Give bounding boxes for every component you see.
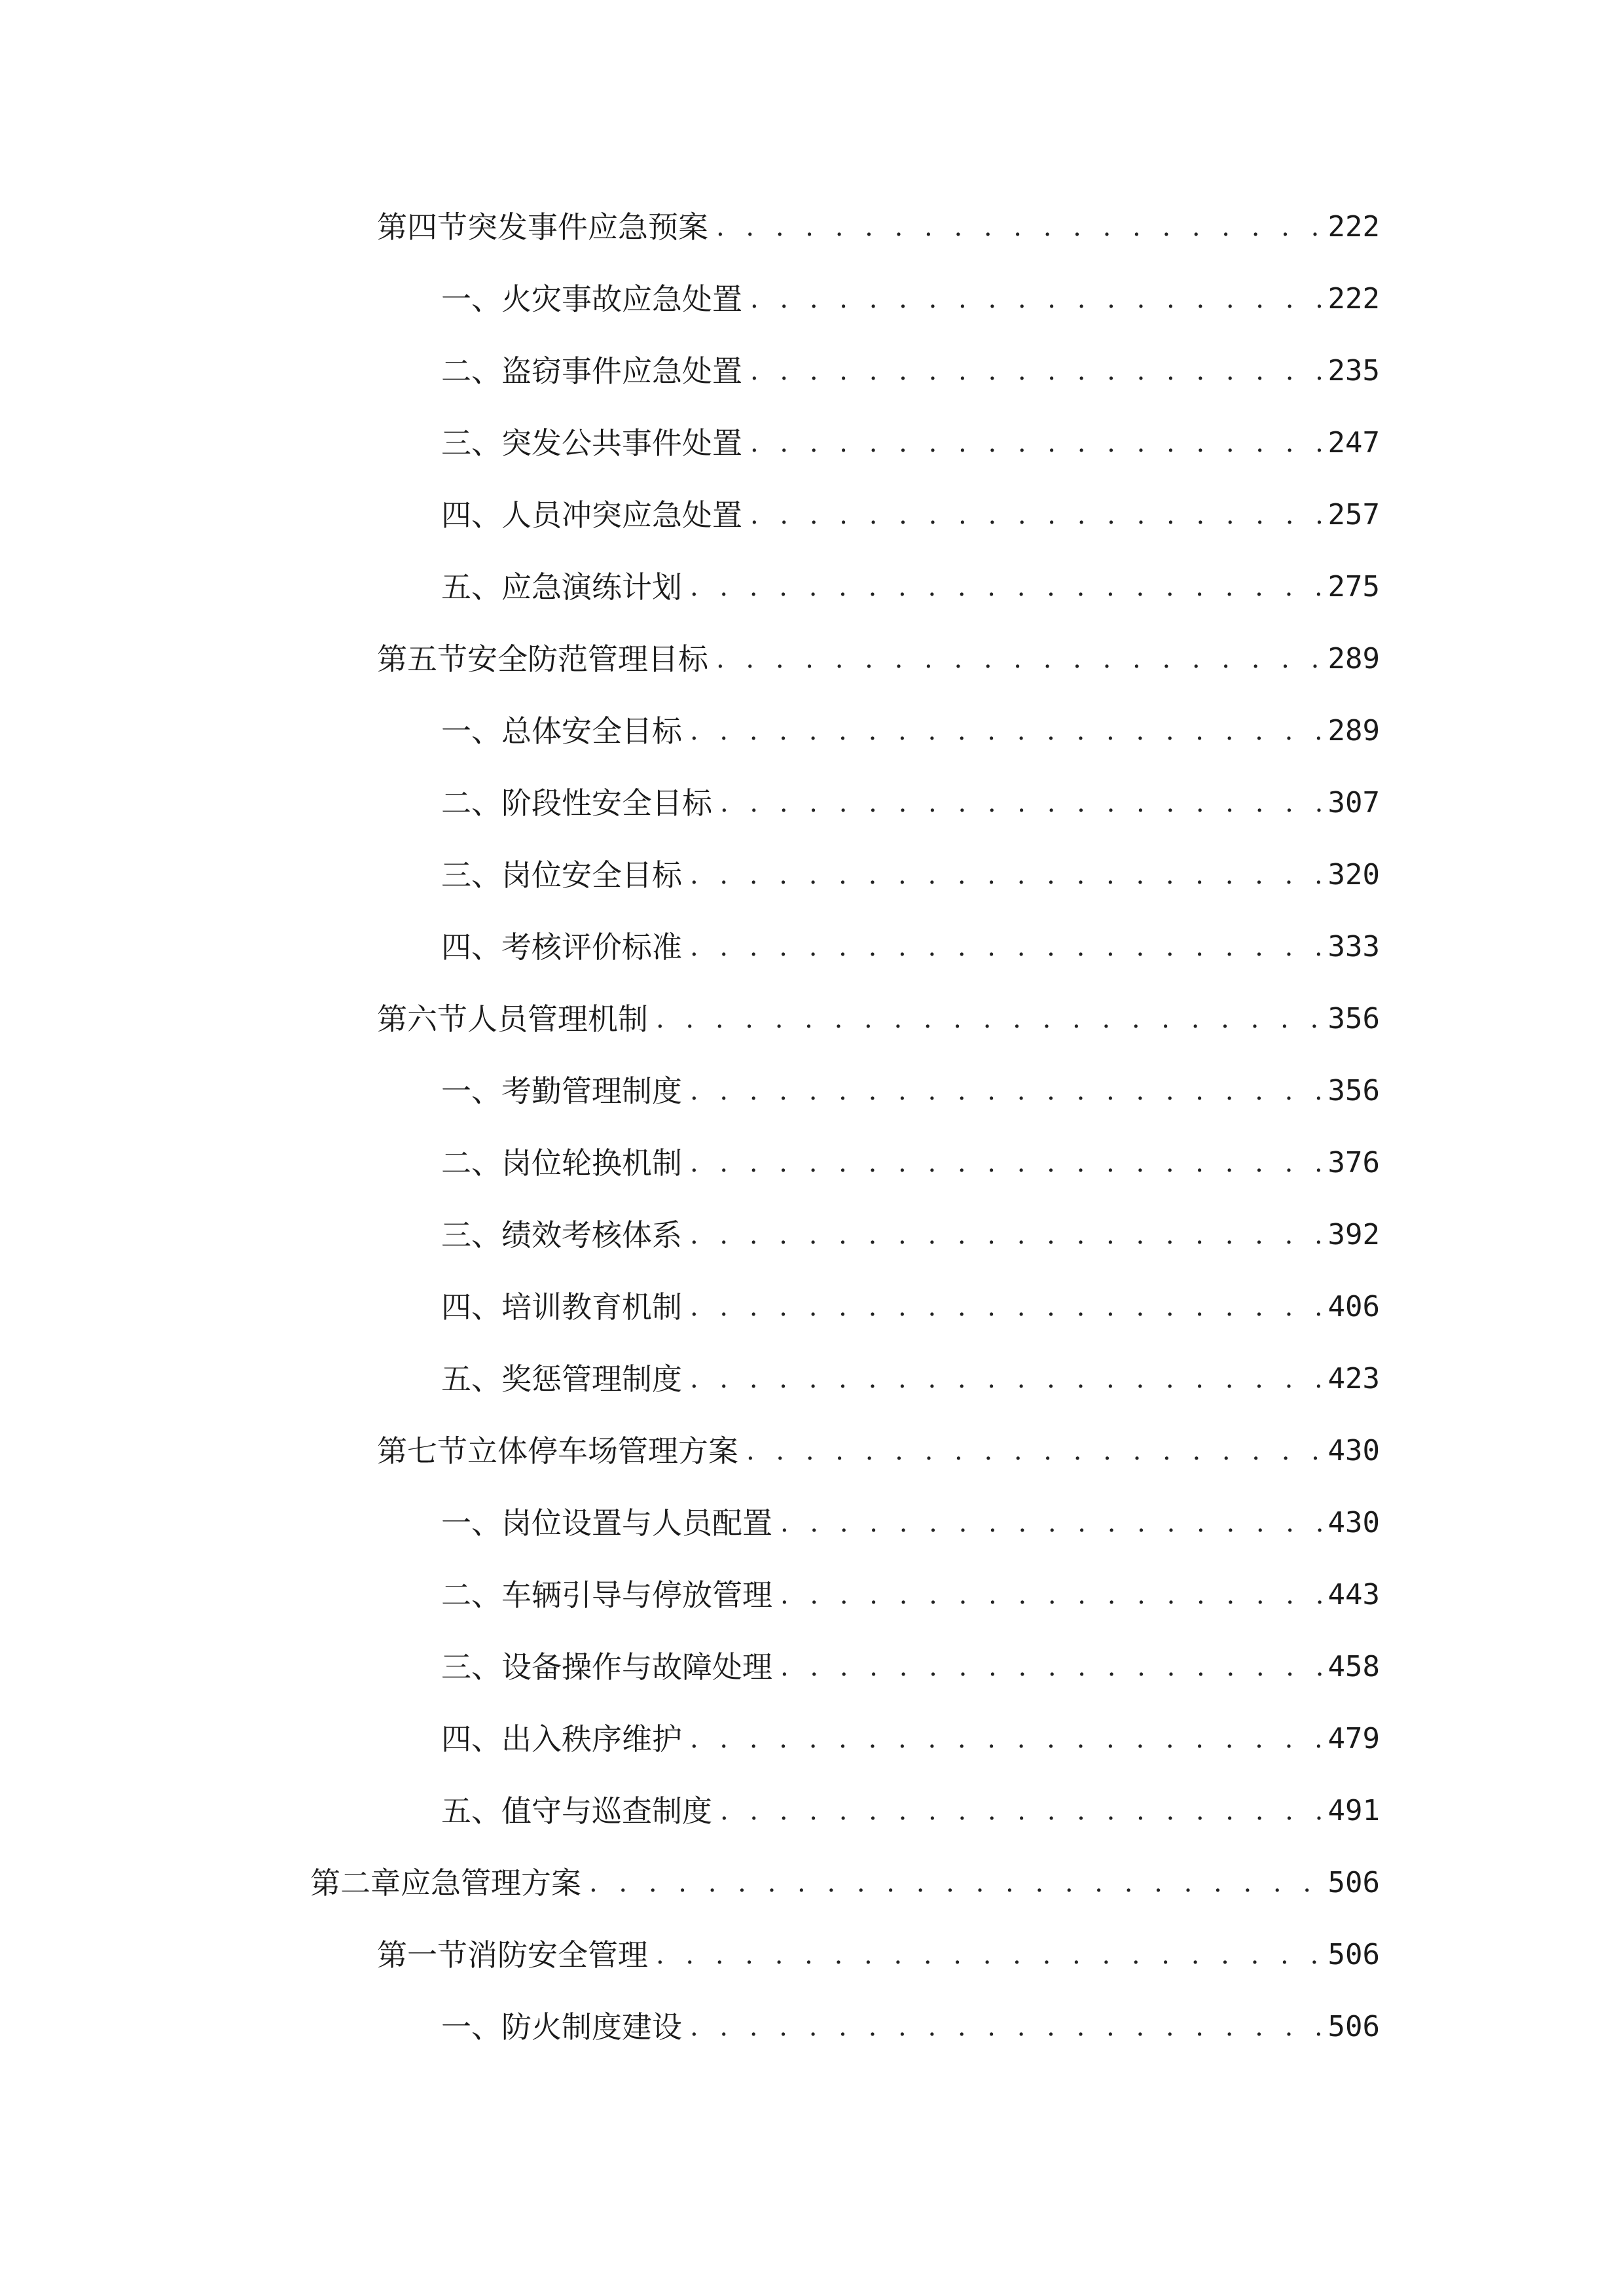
toc-entry-number: 第六节: [377, 1001, 467, 1037]
toc-entry-page-number: 506: [1327, 2010, 1380, 2043]
dot-leader: [682, 1294, 1328, 1320]
toc-entry-item[interactable]: [0, 1055, 1380, 1127]
toc-entry-title: 考勤管理制度: [501, 1073, 682, 1109]
toc-entry-title: 岗位安全目标: [501, 857, 682, 893]
dot-leader: [742, 286, 1328, 312]
toc-entry-title: 防火制度建设: [501, 2009, 682, 2045]
toc-entry-title: 出入秩序维护: [501, 1721, 682, 1757]
toc-entry-section[interactable]: [0, 983, 1380, 1055]
toc-entry-title: 盗窃事件应急处置: [501, 353, 742, 389]
table-of-contents: [0, 191, 1624, 2063]
toc-entry-page-number: 320: [1327, 858, 1380, 891]
dot-leader: [742, 430, 1328, 456]
toc-entry-item[interactable]: [0, 479, 1380, 551]
toc-entry-number: 第七节: [377, 1433, 467, 1469]
dot-leader: [708, 214, 1328, 240]
toc-entry-number: 三、: [441, 425, 501, 461]
toc-entry-number: 五、: [441, 569, 501, 605]
dot-leader: [708, 646, 1328, 672]
toc-entry-page-number: 222: [1327, 210, 1380, 243]
dot-leader: [712, 790, 1328, 816]
toc-entry-number: 五、: [441, 1361, 501, 1397]
toc-entry-item[interactable]: [0, 695, 1380, 767]
toc-entry-title: 奖惩管理制度: [501, 1361, 682, 1397]
toc-entry-number: 一、: [441, 281, 501, 317]
toc-entry-title: 应急演练计划: [501, 569, 682, 605]
toc-entry-title: 消防安全管理: [467, 1937, 648, 1973]
dot-leader: [682, 1222, 1328, 1248]
dot-leader: [648, 1942, 1328, 1968]
toc-entry-item[interactable]: [0, 407, 1380, 479]
toc-entry-title: 设备操作与故障处理: [501, 1649, 772, 1685]
toc-entry-title: 总体安全目标: [501, 713, 682, 749]
toc-entry-number: 四、: [441, 929, 501, 965]
toc-entry-title: 岗位设置与人员配置: [501, 1505, 772, 1541]
toc-entry-item[interactable]: [0, 1271, 1380, 1343]
toc-entry-page-number: 458: [1327, 1650, 1380, 1683]
toc-entry-item[interactable]: [0, 839, 1380, 911]
toc-entry-item[interactable]: [0, 1631, 1380, 1703]
toc-entry-page-number: 289: [1327, 714, 1380, 747]
toc-entry-number: 四、: [441, 1289, 501, 1325]
toc-entry-page-number: 392: [1327, 1218, 1380, 1251]
toc-entry-title: 突发事件应急预案: [467, 209, 708, 245]
toc-entry-item[interactable]: [0, 551, 1380, 623]
toc-entry-number: 二、: [441, 353, 501, 389]
toc-entry-page-number: 235: [1327, 354, 1380, 387]
toc-entry-title: 岗位轮换机制: [501, 1145, 682, 1181]
dot-leader: [682, 1366, 1328, 1392]
toc-entry-number: 四、: [441, 1721, 501, 1757]
dot-leader: [682, 862, 1328, 888]
toc-entry-number: 二、: [441, 785, 501, 821]
toc-entry-page-number: 307: [1327, 786, 1380, 819]
toc-entry-page-number: 479: [1327, 1722, 1380, 1755]
dot-leader: [581, 1870, 1328, 1896]
toc-entry-number: 五、: [441, 1793, 501, 1829]
toc-entry-number: 四、: [441, 497, 501, 533]
toc-entry-item[interactable]: [0, 1775, 1380, 1847]
dot-leader: [682, 934, 1328, 960]
dot-leader: [682, 574, 1328, 600]
dot-leader: [648, 1006, 1328, 1032]
dot-leader: [738, 1438, 1328, 1464]
toc-entry-item[interactable]: [0, 335, 1380, 407]
toc-entry-page-number: 506: [1327, 1938, 1380, 1971]
toc-entry-title: 车辆引导与停放管理: [501, 1577, 772, 1613]
toc-entry-title: 人员冲突应急处置: [501, 497, 742, 533]
toc-entry-page-number: 356: [1327, 1074, 1380, 1107]
toc-entry-number: 二、: [441, 1577, 501, 1613]
toc-entry-title: 立体停车场管理方案: [467, 1433, 738, 1469]
dot-leader: [682, 1150, 1328, 1176]
toc-entry-item[interactable]: [0, 1343, 1380, 1415]
toc-entry-page-number: 443: [1327, 1578, 1380, 1611]
toc-entry-item[interactable]: [0, 767, 1380, 839]
toc-entry-number: 一、: [441, 1073, 501, 1109]
toc-entry-item[interactable]: [0, 1199, 1380, 1271]
toc-entry-page-number: 506: [1327, 1866, 1380, 1899]
toc-entry-number: 三、: [441, 1649, 501, 1685]
dot-leader: [742, 358, 1328, 384]
toc-entry-page-number: 257: [1327, 498, 1380, 531]
toc-entry-page-number: 289: [1327, 642, 1380, 675]
toc-entry-number: 二、: [441, 1145, 501, 1181]
toc-entry-page-number: 430: [1327, 1506, 1380, 1539]
toc-entry-page-number: 275: [1327, 570, 1380, 603]
toc-entry-number: 一、: [441, 2009, 501, 2045]
dot-leader: [712, 1798, 1328, 1824]
toc-entry-page-number: 247: [1327, 426, 1380, 459]
toc-entry-title: 值守与巡查制度: [501, 1793, 712, 1829]
toc-entry-number: 第五节: [377, 641, 467, 677]
toc-entry-number: 一、: [441, 1505, 501, 1541]
toc-entry-title: 应急管理方案: [401, 1865, 581, 1901]
toc-entry-item[interactable]: [0, 1559, 1380, 1631]
toc-entry-title: 火灾事故应急处置: [501, 281, 742, 317]
toc-entry-number: 三、: [441, 857, 501, 893]
toc-entry-page-number: 491: [1327, 1794, 1380, 1827]
toc-entry-item[interactable]: [0, 1703, 1380, 1775]
toc-entry-title: 安全防范管理目标: [467, 641, 708, 677]
toc-entry-title: 突发公共事件处置: [501, 425, 742, 461]
toc-entry-item[interactable]: [0, 1487, 1380, 1559]
dot-leader: [742, 502, 1328, 528]
dot-leader: [682, 718, 1328, 744]
toc-entry-section[interactable]: [0, 191, 1380, 263]
toc-entry-number: 第四节: [377, 209, 467, 245]
toc-entry-item[interactable]: [0, 911, 1380, 983]
dot-leader: [682, 1726, 1328, 1752]
toc-entry-page-number: 222: [1327, 282, 1380, 315]
toc-entry-title: 培训教育机制: [501, 1289, 682, 1325]
toc-entry-section[interactable]: [0, 623, 1380, 695]
dot-leader: [772, 1510, 1328, 1536]
toc-entry-page-number: 406: [1327, 1290, 1380, 1323]
toc-entry-number: 第一节: [377, 1937, 467, 1973]
toc-entry-page-number: 430: [1327, 1434, 1380, 1467]
dot-leader: [682, 2014, 1328, 2040]
toc-entry-item[interactable]: [0, 263, 1380, 335]
toc-entry-page-number: 376: [1327, 1146, 1380, 1179]
toc-entry-section[interactable]: [0, 1415, 1380, 1487]
toc-entry-section[interactable]: [0, 1919, 1380, 1991]
toc-entry-item[interactable]: [0, 1991, 1380, 2063]
dot-leader: [772, 1654, 1328, 1680]
toc-entry-page-number: 423: [1327, 1362, 1380, 1395]
toc-entry-number: 第二章: [310, 1865, 401, 1901]
toc-entry-item[interactable]: [0, 1127, 1380, 1199]
toc-entry-title: 人员管理机制: [467, 1001, 648, 1037]
toc-entry-number: 一、: [441, 713, 501, 749]
toc-entry-page-number: 333: [1327, 930, 1380, 963]
toc-entry-title: 绩效考核体系: [501, 1217, 682, 1253]
toc-entry-title: 考核评价标准: [501, 929, 682, 965]
dot-leader: [682, 1078, 1328, 1104]
toc-entry-title: 阶段性安全目标: [501, 785, 712, 821]
dot-leader: [772, 1582, 1328, 1608]
toc-entry-number: 三、: [441, 1217, 501, 1253]
toc-entry-chapter[interactable]: [0, 1847, 1380, 1919]
toc-entry-page-number: 356: [1327, 1002, 1380, 1035]
